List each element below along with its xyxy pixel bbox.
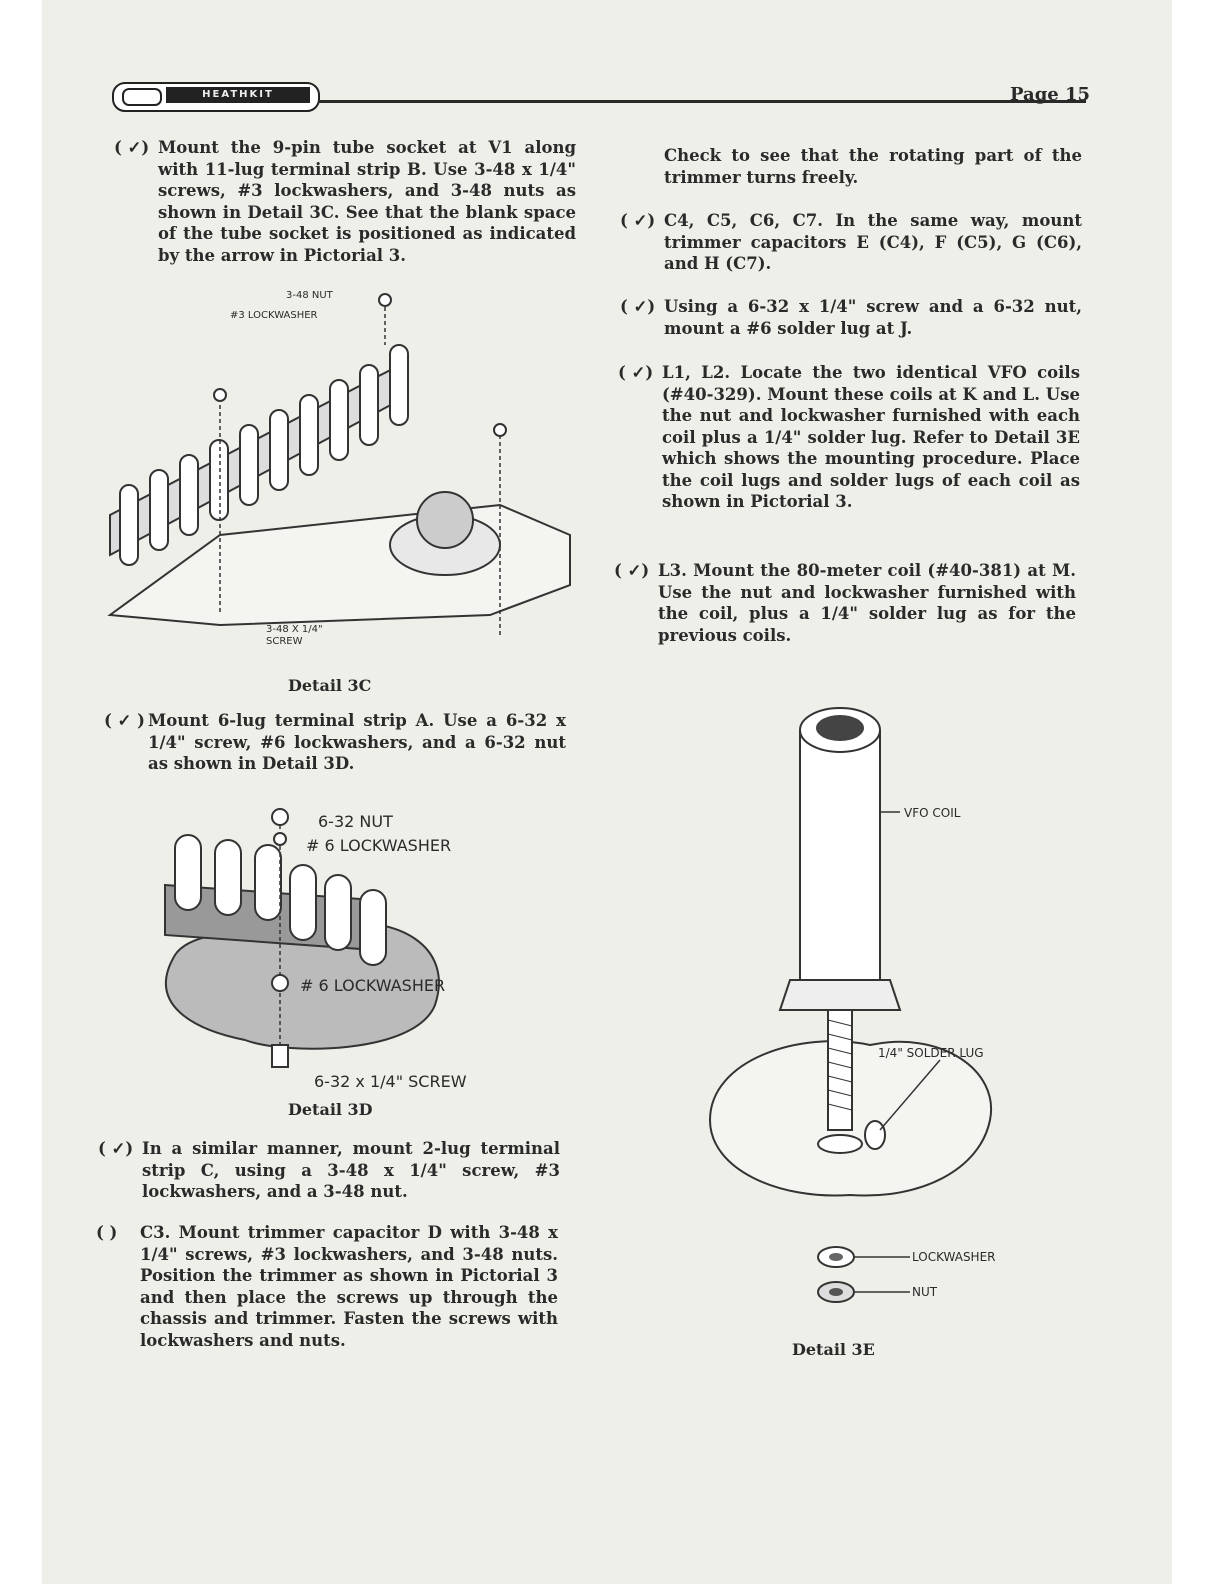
step-mount-strip-c (98, 1138, 560, 1203)
detail-3e-illustration (700, 700, 1020, 1220)
step-text: C3. Mount trimmer capacitor D with 3-48 x 1/4" screws, #3 lockwashers, and 3-48 nuts. Position the trimmer as shown in Pictorial 3 and then place the screws up through the chassis and trimmer. Fasten the screws with lockwashers and nuts. (140, 1223, 558, 1350)
step-mount-l1-l2 (618, 362, 1080, 513)
checkbox[interactable]: ( ✓) (98, 1139, 134, 1158)
label-solder-lug: 1/4" SOLDER LUG (878, 1046, 984, 1060)
detail-3c-illustration (100, 285, 580, 655)
label-lockwasher: LOCKWASHER (912, 1250, 996, 1264)
label-6-lockwasher-bottom: # 6 LOCKWASHER (300, 976, 446, 995)
step-text: Mount 6-lug terminal strip A. Use a 6-32 x 1/4" screw, #6 lockwashers, and a 6-32 nut as shown in Detail 3D. (148, 711, 566, 773)
checkbox[interactable]: ( ✓) (620, 297, 656, 316)
page-number: Page 15 (1010, 84, 1091, 105)
step-text: Check to see that the rotating part of the trimmer turns freely. (664, 146, 1082, 187)
header-rule (318, 100, 1086, 103)
label-screw: SCREW (266, 636, 303, 647)
label-6-32-screw: 6-32 x 1/4" SCREW (314, 1072, 467, 1091)
step-text: L3. Mount the 80-meter coil (#40-381) at M. Use the nut and lockwasher furnished with the coil, plus a 1/4" solder lug as for the previous coils. (658, 561, 1076, 645)
step-check-trimmer (664, 145, 1082, 188)
step-mount-tube-socket (114, 137, 576, 266)
label-nut: NUT (912, 1285, 938, 1299)
step-solder-lug-j (620, 296, 1082, 339)
step-mount-c3 (96, 1222, 558, 1351)
label-6-lockwasher-top: # 6 LOCKWASHER (306, 836, 452, 855)
checkbox[interactable]: ( ✓) (614, 561, 650, 580)
logo-emblem-icon (122, 88, 162, 106)
checkbox[interactable]: ( ✓) (618, 363, 654, 382)
detail-3e-caption: Detail 3E (792, 1340, 875, 1359)
step-text: In a similar manner, mount 2-lug terminal strip C, using a 3-48 x 1/4" screw, #3 lockwashers, and a 3-48 nut. (142, 1139, 560, 1201)
detail-3c-caption: Detail 3C (288, 676, 372, 695)
step-text: Mount the 9-pin tube socket at V1 along with 11-lug terminal strip B. Use 3-48 x 1/4" screws, #3 lockwashers, and 3-48 nuts as shown in Detail 3C. See that the blank space of the tube socket is positioned as indicated by the arrow in Pictorial 3. (158, 138, 576, 265)
label-vfo-coil: VFO COIL (904, 806, 961, 820)
loose-hardware-illustration (814, 1240, 914, 1320)
label-6-32-nut: 6-32 NUT (318, 812, 393, 831)
logo-text: HEATHKIT (166, 87, 310, 103)
checkbox[interactable]: ( ✓ ) (104, 711, 145, 730)
checkbox[interactable]: ( ✓) (114, 138, 150, 157)
step-mount-strip-a (104, 710, 566, 775)
step-text: Using a 6-32 x 1/4" screw and a 6-32 nut, mount a #6 solder lug at J. (664, 297, 1082, 338)
step-text: L1, L2. Locate the two identical VFO coils (#40-329). Mount these coils at K and L. Use the nut and lockwasher furnished with each coil plus a 1/4" solder lug. Refer to Detail 3E which shows the mounting procedure. Place the coil lugs and solder lugs of each coil as shown in Pictorial 3. (662, 363, 1080, 511)
step-text: C4, C5, C6, C7. In the same way, mount trimmer capacitors E (C4), F (C5), G (C6), and H (C7). (664, 211, 1082, 273)
checkbox[interactable]: ( ) (96, 1223, 118, 1242)
heathkit-logo (112, 82, 320, 112)
label-3-48-screw: 3-48 X 1/4" (266, 624, 323, 635)
checkbox[interactable]: ( ✓) (620, 211, 656, 230)
label-3-lockwasher: #3 LOCKWASHER (230, 310, 318, 321)
label-3-48-nut: 3-48 NUT (286, 290, 333, 301)
step-mount-c4-c7 (620, 210, 1082, 275)
step-mount-l3 (614, 560, 1076, 646)
detail-3d-caption: Detail 3D (288, 1100, 373, 1119)
